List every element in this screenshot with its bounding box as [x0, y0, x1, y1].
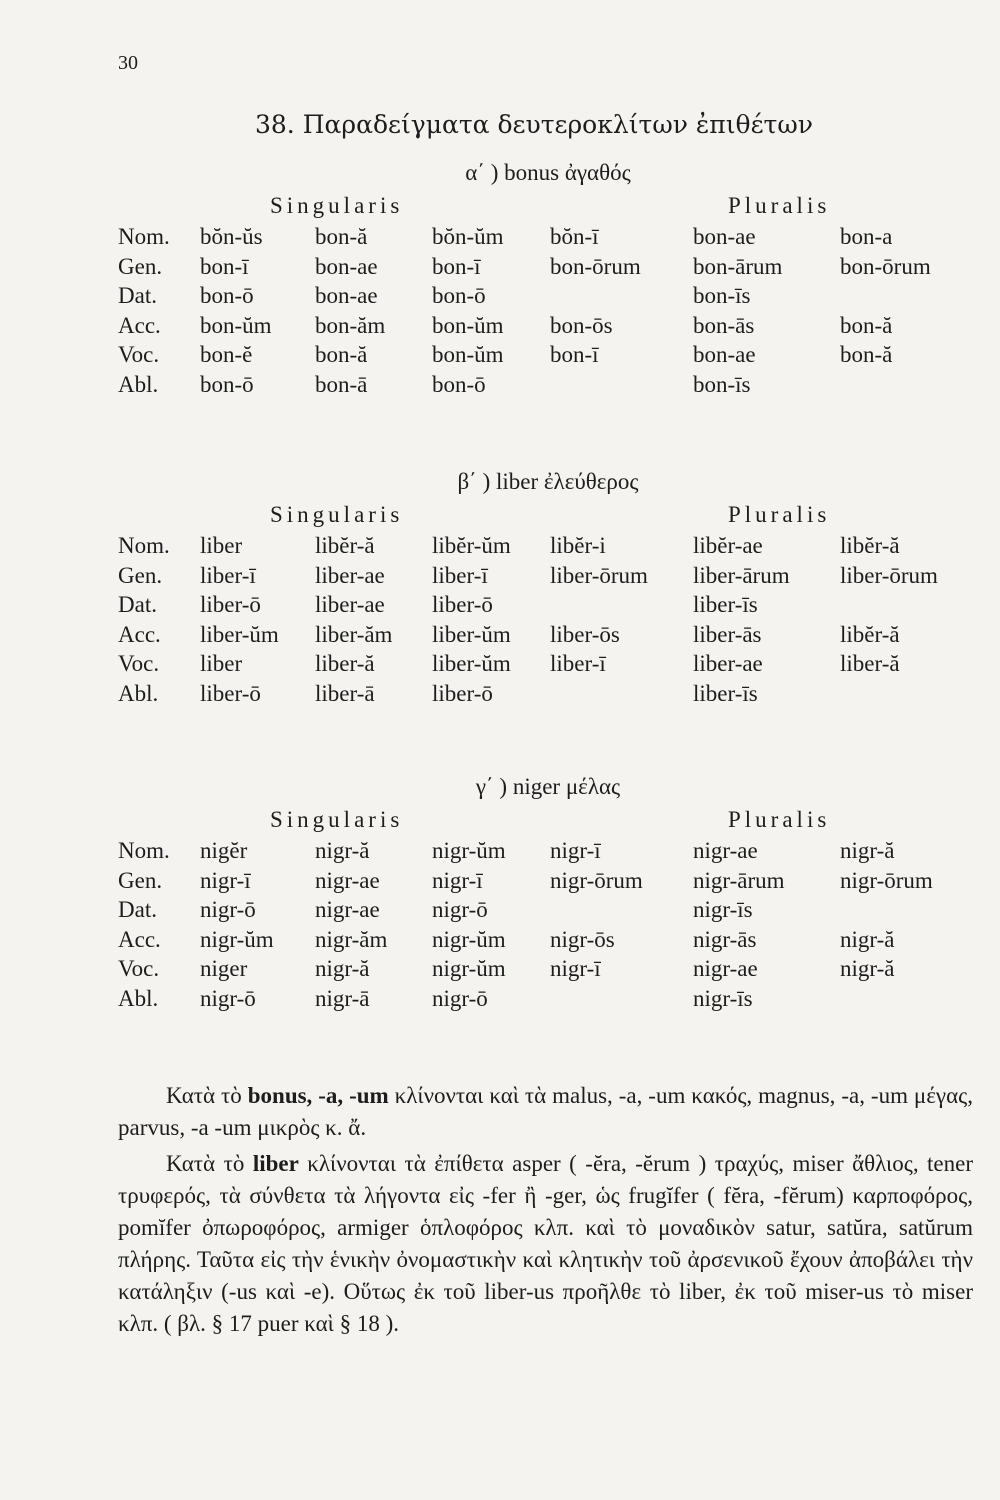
section-heading	[118, 770, 978, 804]
declension-niger	[118, 770, 978, 1013]
form-cell: bon-ō	[200, 371, 254, 397]
form-cell: bon-ī	[550, 342, 599, 367]
form-cell: bon-ō	[200, 283, 254, 308]
number-header-row	[118, 190, 978, 222]
case-label: Acc.	[118, 621, 161, 647]
case-label: Gen.	[118, 867, 163, 893]
table-row	[118, 895, 978, 925]
section-heading-text: γ΄ ) niger μέλας	[475, 774, 621, 799]
form-cell: bon-ās	[693, 312, 755, 338]
section-heading-text: β΄ ) liber ἐλεύθερος	[457, 469, 639, 494]
paragraph-liber-text-b: κλίνονται τὰ ἐπίθετα asper ( -ĕra, -ĕrum ) τραχύς, miser ἄθλιος, tener τρυφερός, τὰ σύνθετα τὰ λήγοντα εἰς -fer ἢ -ger, ὡς frugĭfer ( fĕra, -fĕrum) καρποφόρος, pomĭfer ὀπωροφόρος, armiger ὁπλοφόρος κλπ. καὶ τὸ μοναδικὸν satur, satŭra, satŭrum πλήρης. Ταῦτα εἰς τὴν ἑνικὴν ὀνομαστικὴν καὶ κλητικὴν τοῦ ἀρσενικοῦ ἔχουν ἀποβάλει τὴν κατάληξιν (-us καὶ -e). Οὕτως ἐκ τοῦ liber-us προῆλθε τὸ liber, ἐκ τοῦ miser-us τὸ miser κλπ. ( βλ. § 17 puer καὶ § 18 ).	[118, 1151, 974, 1336]
form-cell: nigĕr	[200, 838, 248, 863]
form-cell: nigr-ō	[432, 897, 488, 922]
form-cell: nigr-ārum	[693, 867, 785, 893]
form-cell: bon-ĕ	[200, 342, 253, 367]
plural-header: Pluralis	[728, 807, 831, 832]
form-cell: bŏn-ŭs	[200, 224, 263, 249]
form-cell: liber-ās	[693, 621, 762, 647]
form-cell: libĕr-ă	[840, 621, 900, 647]
form-cell: libĕr-ă	[315, 533, 375, 558]
form-cell: nigr-ī	[550, 956, 601, 981]
form-cell: nigr-ae	[693, 838, 758, 863]
form-cell: liber-ō	[200, 680, 261, 706]
form-cell: liber-ă	[840, 651, 900, 676]
table-row	[118, 311, 978, 341]
singular-header: Singularis	[270, 502, 404, 527]
form-cell: liber-ārum	[693, 562, 790, 588]
number-header-row	[118, 499, 978, 531]
paragraph-bonus-bold: bonus, -a, -um	[247, 1083, 389, 1108]
form-cell: bon-īs	[693, 371, 751, 397]
form-cell: nigr-ă	[315, 838, 370, 863]
paragraph-liber	[118, 1148, 973, 1340]
paragraph-bonus-text-a: Κατὰ τὸ	[166, 1083, 248, 1108]
form-cell: bon-ŭm	[432, 312, 504, 338]
table-row	[118, 984, 978, 1014]
case-label: Nom.	[118, 838, 170, 863]
case-label: Dat.	[118, 897, 157, 922]
form-cell: liber-ō	[432, 680, 493, 706]
case-label: Gen.	[118, 562, 163, 588]
form-cell: libĕr-ă	[840, 533, 900, 558]
form-cell: liber-ŭm	[200, 621, 279, 647]
form-cell: nigr-ōrum	[550, 867, 643, 893]
case-label: Dat.	[118, 283, 157, 308]
case-label: Voc.	[118, 956, 160, 981]
form-cell: liber-īs	[693, 592, 758, 617]
form-cell: liber	[200, 533, 243, 558]
table-row	[118, 531, 978, 561]
paragraph-bonus	[118, 1080, 973, 1144]
form-cell: bon-ŭm	[200, 312, 272, 338]
form-cell: nigr-ŭm	[432, 838, 506, 863]
form-cell: bon-ī	[200, 253, 249, 279]
form-cell: bon-īs	[693, 283, 751, 308]
case-label: Nom.	[118, 224, 170, 249]
form-cell: bon-ă	[840, 312, 893, 338]
case-label: Dat.	[118, 592, 157, 617]
paragraph-liber-bold: liber	[252, 1151, 299, 1176]
form-cell: libĕr-ŭm	[432, 533, 511, 558]
case-label: Acc.	[118, 312, 161, 338]
table-row	[118, 340, 978, 370]
form-cell: liber-ō	[200, 592, 261, 617]
form-cell: nigr-ī	[432, 867, 483, 893]
form-cell: bon-ăm	[315, 312, 386, 338]
form-cell: libĕr-i	[550, 533, 606, 558]
table-row	[118, 620, 978, 650]
form-cell: liber-ō	[432, 592, 493, 617]
form-cell: bon-ōrum	[840, 253, 931, 279]
form-cell: bon-ae	[693, 224, 756, 249]
form-cell: nigr-ās	[693, 926, 757, 952]
form-cell: nigr-īs	[693, 985, 753, 1011]
declension-bonus	[118, 156, 978, 399]
form-cell: nigr-ī	[200, 867, 251, 893]
case-label: Voc.	[118, 342, 160, 367]
form-cell: liber-ŭm	[432, 651, 511, 676]
form-cell: liber-ăm	[315, 621, 393, 647]
explanatory-text	[118, 1080, 973, 1344]
form-cell: bon-ŭm	[432, 342, 504, 367]
paragraph-liber-text-a: Κατὰ τὸ	[166, 1151, 253, 1176]
form-cell: libĕr-ae	[693, 533, 763, 558]
form-cell: bon-a	[840, 224, 893, 249]
form-cell: nigr-ō	[200, 985, 256, 1011]
form-cell: liber-īs	[693, 680, 758, 706]
form-cell: nigr-ăm	[315, 926, 388, 952]
form-cell: liber-ae	[693, 651, 763, 676]
form-cell: nigr-ă	[840, 926, 895, 952]
table-row	[118, 222, 978, 252]
form-cell: bŏn-ī	[550, 224, 599, 249]
case-label: Abl.	[118, 680, 159, 706]
form-cell: nigr-ŭm	[200, 926, 274, 952]
form-cell: bon-ae	[315, 283, 378, 308]
form-cell: bon-ārum	[693, 253, 783, 279]
section-heading-text: α΄ ) bonus ἀγαθός	[465, 160, 631, 185]
form-cell: niger	[200, 956, 248, 981]
form-cell: bon-ōrum	[550, 253, 641, 279]
form-cell: nigr-ōrum	[840, 867, 933, 893]
table-row	[118, 679, 978, 709]
form-cell: nigr-ō	[432, 985, 488, 1011]
table-row	[118, 370, 978, 400]
table-row	[118, 866, 978, 896]
form-cell: liber-ă	[315, 651, 375, 676]
form-cell: nigr-ae	[315, 867, 380, 893]
form-cell: nigr-ō	[200, 897, 256, 922]
form-cell: liber	[200, 651, 243, 676]
form-cell: nigr-ŭm	[432, 926, 506, 952]
table-row	[118, 649, 978, 679]
form-cell: bon-ă	[315, 224, 368, 249]
form-cell: bon-ă	[840, 342, 893, 367]
table-row	[118, 252, 978, 282]
case-label: Voc.	[118, 651, 160, 676]
table-row	[118, 590, 978, 620]
form-cell: nigr-īs	[693, 897, 753, 922]
form-cell: liber-ōrum	[550, 562, 648, 588]
form-cell: nigr-ă	[840, 838, 895, 863]
form-cell: bon-ae	[315, 253, 378, 279]
form-cell: bon-ă	[315, 342, 368, 367]
plural-header: Pluralis	[728, 193, 831, 218]
form-cell: nigr-ōs	[550, 926, 615, 952]
table-row	[118, 925, 978, 955]
page-number: 30	[118, 52, 138, 74]
form-cell: bon-ī	[432, 253, 481, 279]
table-row	[118, 561, 978, 591]
singular-header: Singularis	[270, 193, 404, 218]
declension-liber	[118, 465, 978, 708]
form-cell: liber-ŭm	[432, 621, 511, 647]
plural-header: Pluralis	[728, 502, 831, 527]
form-cell: liber-ōrum	[840, 562, 938, 588]
form-cell: liber-ae	[315, 562, 385, 588]
case-label: Abl.	[118, 985, 159, 1011]
case-label: Acc.	[118, 926, 161, 952]
table-row	[118, 954, 978, 984]
form-cell: nigr-ŭm	[432, 956, 506, 981]
form-cell: liber-ae	[315, 592, 385, 617]
section-heading	[118, 156, 978, 190]
form-cell: liber-ā	[315, 680, 375, 706]
form-cell: bon-ae	[693, 342, 756, 367]
table-row	[118, 836, 978, 866]
singular-header: Singularis	[270, 807, 404, 832]
form-cell: nigr-ă	[315, 956, 370, 981]
page-title: 38. Παραδείγματα δευτεροκλίτων ἐπιθέτων	[255, 110, 813, 139]
form-cell: bon-ā	[315, 371, 368, 397]
paragraph-bonus-text-b: κλίνονται καὶ τὰ malus, -a, -um κακός, magnus, -a, -um μέγας, parvus, -a -um μικρὸς κ. ἄ.	[118, 1083, 973, 1140]
form-cell: nigr-ī	[550, 838, 601, 863]
table-row	[118, 281, 978, 311]
form-cell: nigr-ae	[693, 956, 758, 981]
form-cell: nigr-ā	[315, 985, 370, 1011]
form-cell: liber-ōs	[550, 621, 620, 647]
case-label: Abl.	[118, 371, 159, 397]
form-cell: bon-ōs	[550, 312, 613, 338]
form-cell: liber-ī	[200, 562, 256, 588]
number-header-row	[118, 804, 978, 836]
form-cell: nigr-ae	[315, 897, 380, 922]
form-cell: bon-ō	[432, 371, 486, 397]
form-cell: nigr-ă	[840, 956, 895, 981]
form-cell: liber-ī	[432, 562, 488, 588]
case-label: Nom.	[118, 533, 170, 558]
form-cell: liber-ī	[550, 651, 606, 676]
case-label: Gen.	[118, 253, 163, 279]
form-cell: bŏn-ŭm	[432, 224, 504, 249]
section-heading	[118, 465, 978, 499]
form-cell: bon-ō	[432, 283, 486, 308]
